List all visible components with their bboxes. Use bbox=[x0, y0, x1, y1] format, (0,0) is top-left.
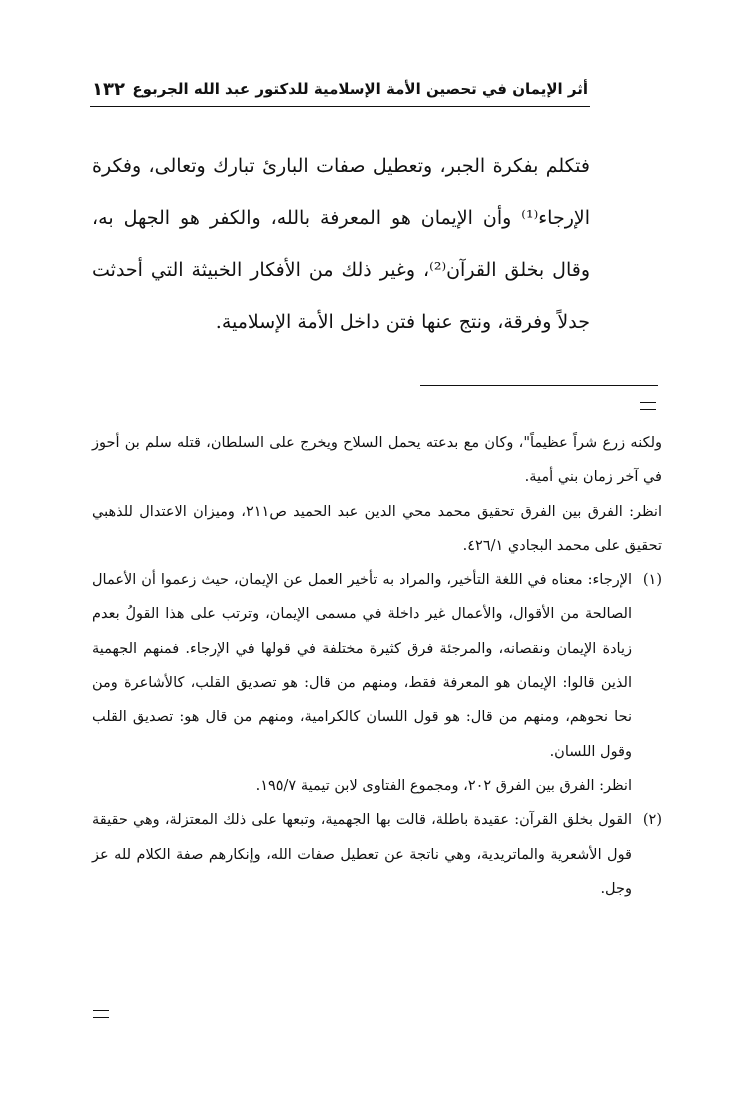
footnote-separator bbox=[420, 385, 658, 386]
footnote-number: (٢) bbox=[642, 812, 662, 829]
footnote-body bbox=[92, 803, 632, 906]
footnote-text: القول بخلق القرآن: عقيدة باطلة، قالت بها الجهمية، وتبعها على ذلك المعتزلة، وهي حقيقة قول الأشعرية والماتريدية، وهي ناتجة عن تعطيل صفات الله، وإنكارهم صفة الكلام لله عز وجل. bbox=[92, 812, 632, 897]
footnote-reference: انظر: الفرق بين الفرق ٢٠٢، ومجموع الفتاوى لابن تيمية ١٩٥/٧. bbox=[255, 777, 632, 794]
footnotes bbox=[92, 426, 662, 906]
footnote-number: (١) bbox=[642, 572, 662, 589]
footnote-text: الإرجاء: معناه في اللغة التأخير، والمراد به تأخير العمل عن الإيمان، حيث زعموا أن الأعمال الصالحة من الأقوال، والأعمال غير داخلة في مسمى الإيمان، وترتب على هذا القولُ بعدم زيادة الإيمان ونقصانه، والمرجئة فرق كثيرة مختلفة في قولها في الإرجاء. فمنهم الجهمية الذين قالوا: الإيمان هو المعرفة فقط، ومنهم من قال: هو تصديق القلب، كالأشاعرة ومن نحا نحوهم، ومنهم من قال: هو قول اللسان كالكرامية، ومنهم من قال هو: تصديق القلب وقول اللسان. bbox=[92, 572, 632, 760]
footnote-continuation-reference: انظر: الفرق بين الفرق تحقيق محمد محي الدين عبد الحميد ص٢١١، وميزان الاعتدال للذهبي تحقيق على محمد البجادي ٤٢٦/١. bbox=[92, 503, 662, 554]
footnote-2 bbox=[92, 803, 662, 906]
continuation-mark-top bbox=[640, 402, 656, 410]
footnote-continuation-text: ولكنه زرع شراً عظيماً"، وكان مع بدعته يحمل السلاح ويخرج على السلطان، قتله سلم بن أحوز في آخر زمان بني أمية. bbox=[92, 435, 662, 486]
footnote-1 bbox=[92, 563, 662, 803]
running-title: أثر الإيمان في تحصين الأمة الإسلامية للدكتور عبد الله الجربوع bbox=[132, 80, 588, 98]
header-rule bbox=[90, 106, 590, 107]
main-paragraph: فتكلم بفكرة الجبر، وتعطيل صفات البارئ تبارك وتعالى، وفكرة الإرجاء⁽¹⁾ وأن الإيمان هو المعرفة بالله، والكفر هو الجهل به، وقال بخلق القرآن⁽²⁾، وغير ذلك من الأفكار الخبيثة التي أحدثت جدلاً وفرقة، ونتج عنها فتن داخل الأمة الإسلامية. bbox=[92, 155, 590, 333]
page-header bbox=[92, 74, 588, 104]
footnote-body bbox=[92, 563, 632, 803]
page-number: ١٣٢ bbox=[92, 78, 125, 100]
continuation-mark-bottom bbox=[93, 1010, 109, 1018]
